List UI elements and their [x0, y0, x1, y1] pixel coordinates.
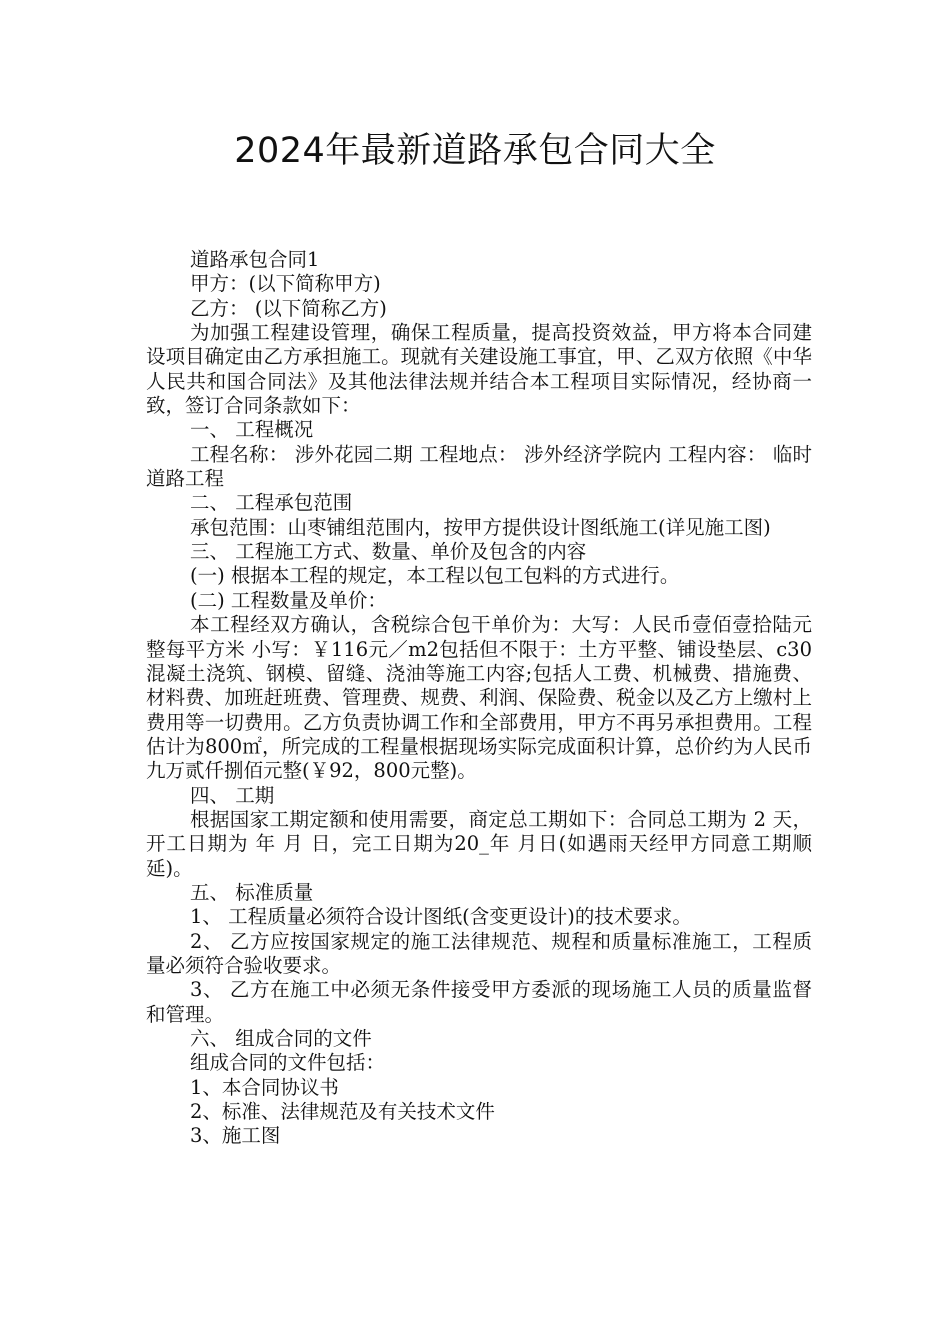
section-heading: 一、 工程概况 [190, 418, 314, 442]
paragraph: (二) 工程数量及单价： [190, 588, 387, 612]
paragraph: 1、 工程质量必须符合设计图纸(含变更设计)的技术要求。 [190, 905, 692, 929]
paragraph: 承包范围：山枣铺组范围内，按甲方提供设计图纸施工(详见施工图) [190, 515, 771, 539]
list-item: 3、施工图 [190, 1124, 281, 1148]
section-heading: 六、 组成合同的文件 [190, 1027, 372, 1050]
section-heading: 四、 工期 [190, 783, 275, 807]
section-heading: 五、 标准质量 [190, 880, 314, 904]
document-body [146, 248, 812, 1149]
paragraph: 工程名称： 涉外花园二期 工程地点： 涉外经济学院内 工程内容： 临时道路工程 [146, 442, 812, 491]
list-item: 1、本合同协议书 [190, 1075, 339, 1099]
section-heading: 三、 工程施工方式、数量、单价及包含的内容 [190, 540, 587, 564]
paragraph: (一) 根据本工程的规定，本工程以包工包料的方式进行。 [190, 564, 680, 588]
paragraph: 3、 乙方在施工中必须无条件接受甲方委派的现场施工人员的质量监督和管理。 [146, 978, 812, 1026]
list-item: 2、标准、法律规范及有关技术文件 [190, 1100, 495, 1124]
paragraph: 为加强工程建设管理，确保工程质量，提高投资效益，甲方将本合同建设项目确定由乙方承担施工。现就有关建设施工事宜，甲、乙双方依照《中华人民共和国合同法》及其他法律法规并结合本工程项目实际情况，经协商一致，签订合同条款如下： [146, 321, 812, 418]
paragraph: 甲方：(以下简称甲方) [190, 272, 381, 296]
section-heading: 二、 工程承包范围 [190, 491, 353, 515]
paragraph: 2、 乙方应按国家规定的施工法律规范、规程和质量标准施工，工程质量必须符合验收要求。 [146, 929, 812, 977]
paragraph: 道路承包合同1 [190, 248, 320, 271]
document-title: 2024年最新道路承包合同大全 [234, 131, 716, 171]
paragraph: 根据国家工期定额和使用需要，商定总工期如下：合同总工期为 2 天，开工日期为 年 月 日，完工日期为20_年 月日(如遇雨天经甲方同意工期顺延)。 [146, 807, 812, 880]
paragraph: 乙方： (以下简称乙方) [190, 296, 387, 320]
paragraph: 组成合同的文件包括： [190, 1051, 386, 1075]
paragraph: 本工程经双方确认，含税综合包干单价为：大写：人民币壹佰壹拾陆元整每平方米 小写：￥116元／m2包括但不限于：土方平整、铺设垫层、c30混凝土浇筑、钢模、留缝、浇油等施工内容;包括人工费、机械费、措施费、材料费、加班赶班费、管理费、规费、利润、保险费、税金以及乙方上缴村上费用等一切费用。乙方负责协调工作和全部费用，甲方不再另承担费用。工程估计为800㎡，所完成的工程量根据现场实际完成面积计算，总价约为人民币九万贰仟捌佰元整(￥92，800元整)。 [146, 613, 812, 783]
